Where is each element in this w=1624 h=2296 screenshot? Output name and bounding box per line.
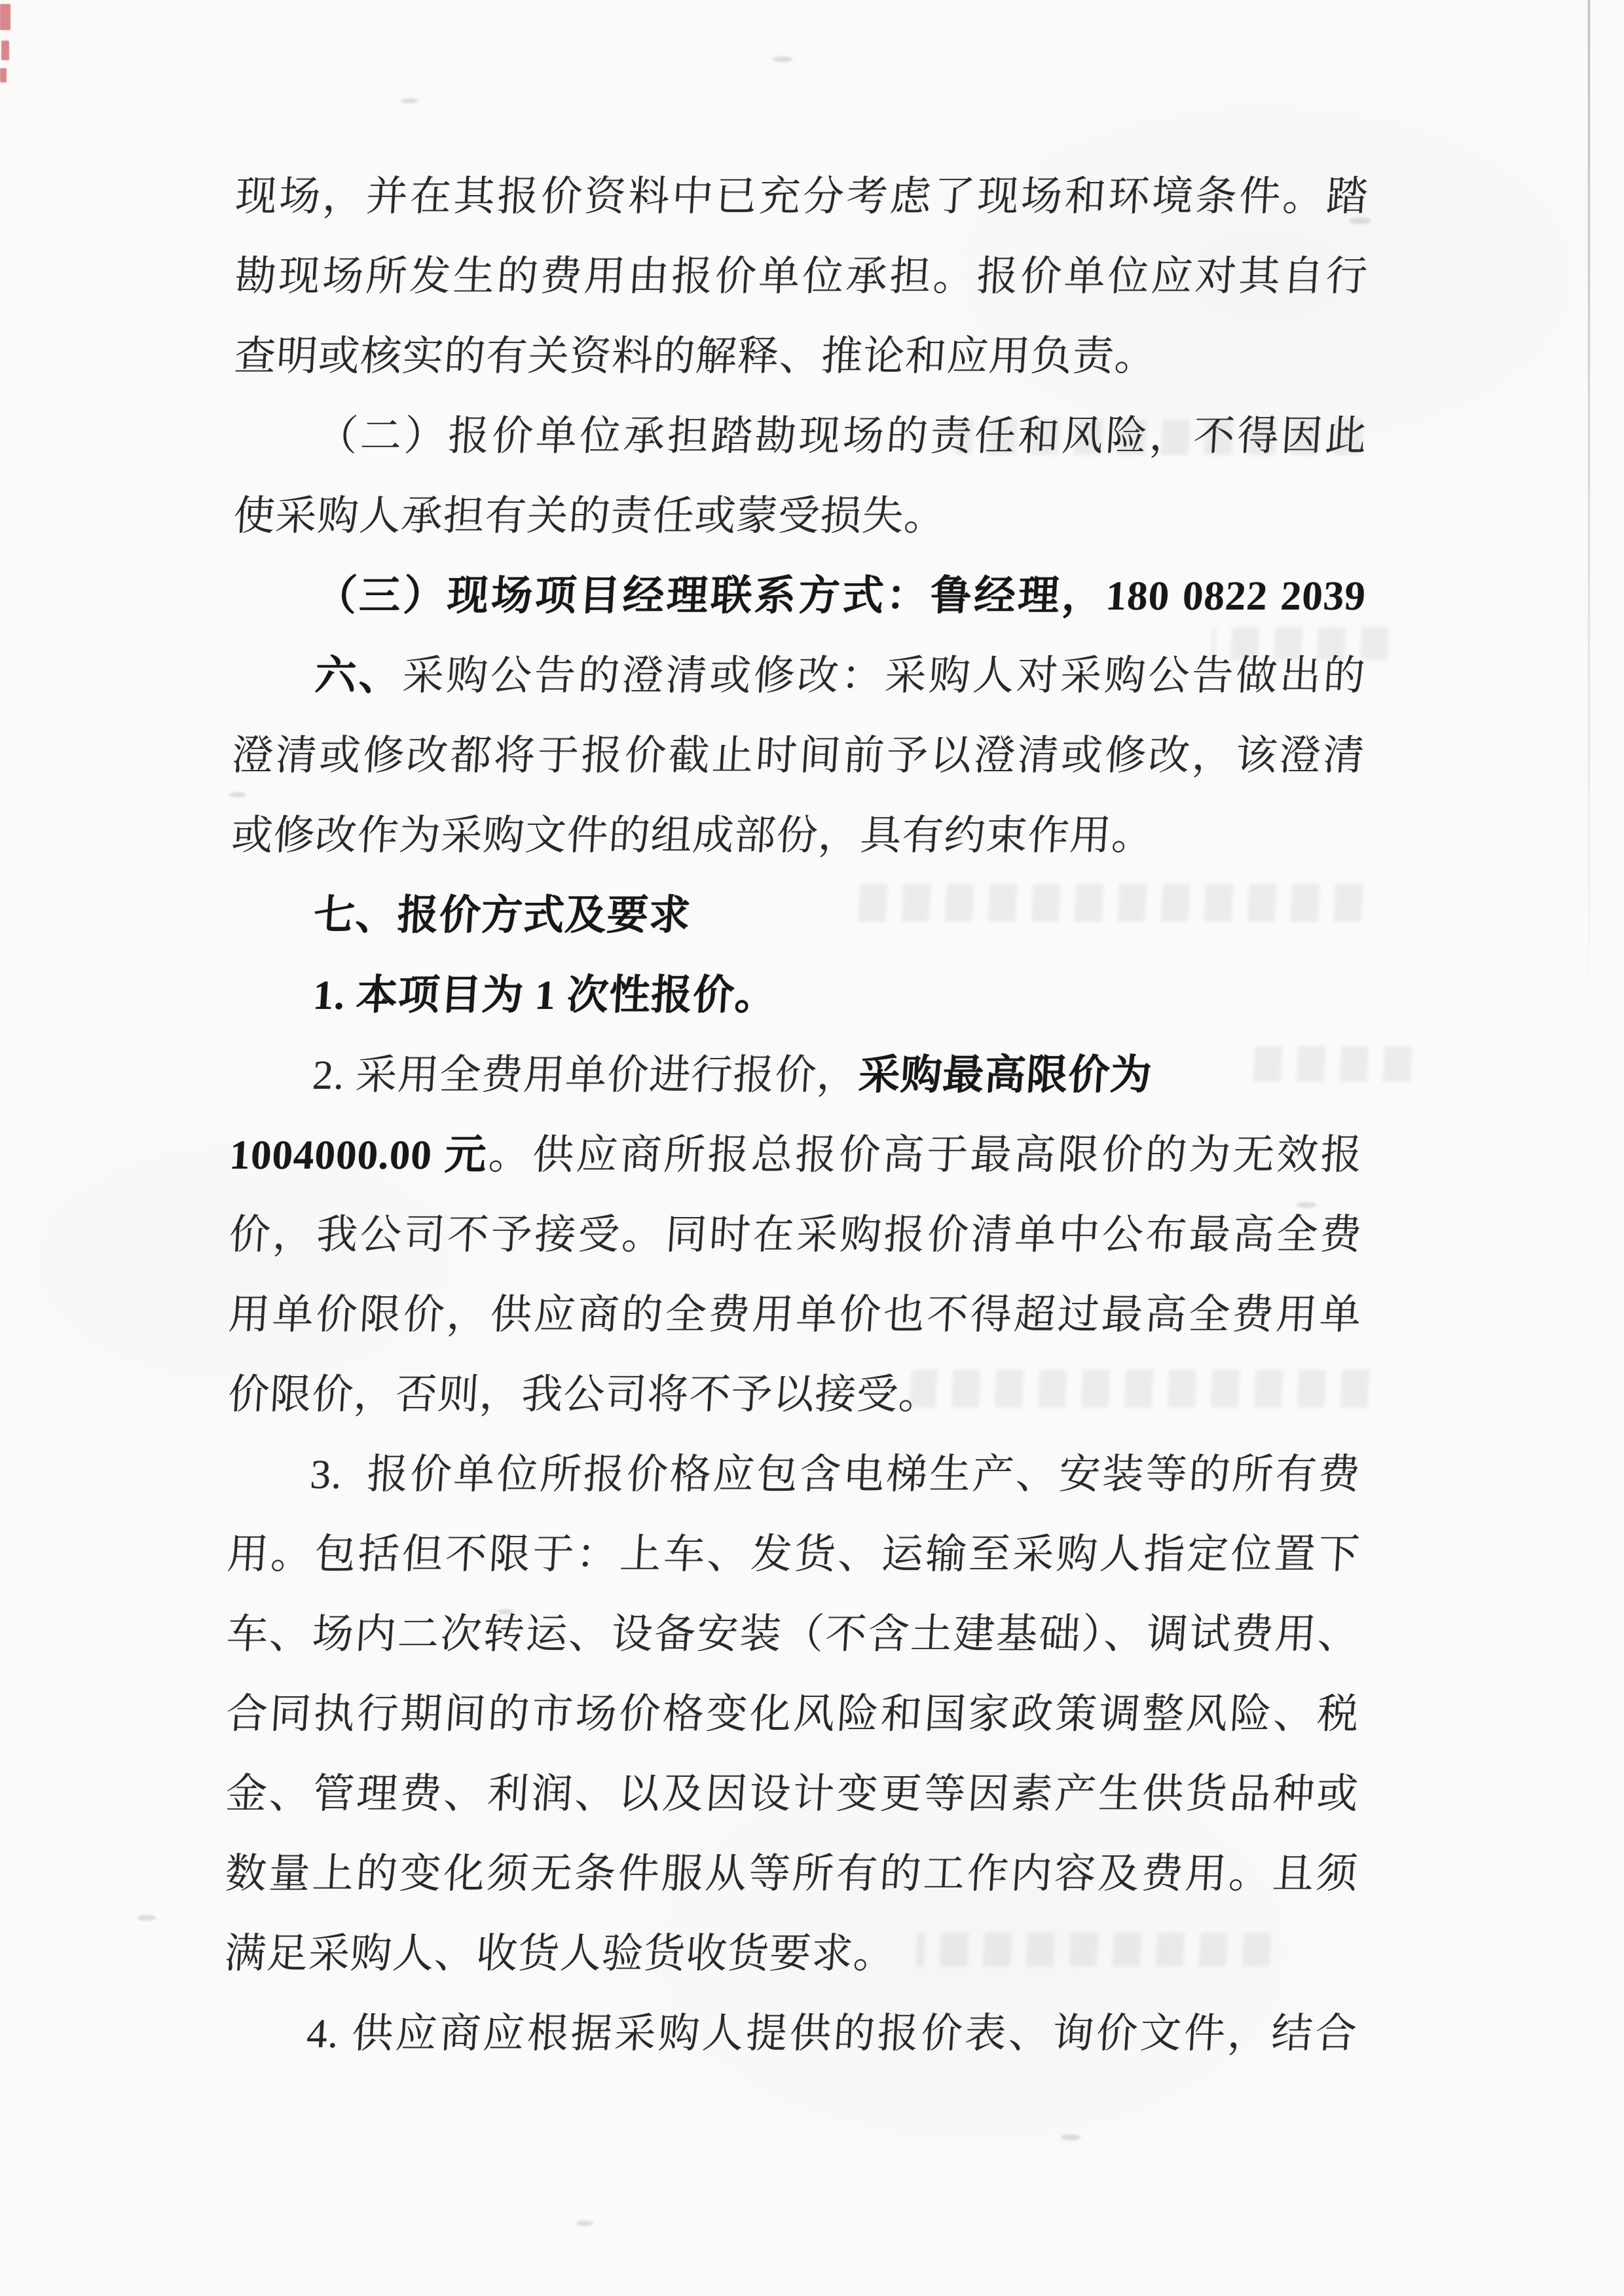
text-segment: 金、管理费、利润、以及因设计变更等因素产生供货品种或 — [224, 1771, 1360, 1817]
red-edge-mark-1 — [0, 4, 10, 30]
text-segment: 价，我公司不予接受。同时在采购报价清单中公布最高全费 — [227, 1212, 1364, 1258]
text-segment-bold: 采购最高限价为 — [857, 1052, 1154, 1098]
text-line-8 — [230, 716, 1367, 795]
text-segment: 使采购人承担有关的责任或蒙受损失。 — [232, 493, 948, 539]
text-line-18 — [225, 1514, 1362, 1594]
scan-noise-speck-7 — [138, 1915, 156, 1921]
text-segment: 查明或核实的有关资料的解释、推论和应用负责。 — [233, 333, 1158, 379]
text-line-22 — [223, 1834, 1360, 1914]
text-line-24 — [222, 1994, 1359, 2073]
text-segment: 勘现场所发生的费用由报价单位承担。报价单位应对其自行 — [233, 253, 1369, 299]
text-segment-bold: 六、 — [314, 653, 405, 699]
text-segment: 数量上的变化须无条件服从等所有的工作内容及费用。且须 — [223, 1851, 1360, 1897]
scan-noise-speck-2 — [773, 56, 792, 62]
ink-bleedthrough-mark-1 — [955, 419, 1363, 455]
text-line-17 — [225, 1434, 1363, 1514]
text-line-5 — [231, 476, 1369, 556]
ink-bleedthrough-mark-3 — [843, 884, 1363, 922]
scan-noise-speck-5 — [1297, 1202, 1316, 1208]
ink-bleedthrough-mark-2 — [1211, 627, 1390, 660]
ink-bleedthrough-mark-5 — [909, 1370, 1369, 1408]
text-segment: 合同执行期间的市场价格变化风险和国家政策调整风险、税 — [225, 1691, 1361, 1737]
text-segment-bold: 1. 本项目为 1 次性报价。 — [312, 972, 779, 1018]
text-segment: 。供应商所报总报价高于最高限价的为无效报 — [487, 1132, 1364, 1178]
text-segment: 用单价限价，供应商的全费用单价也不得超过最高全费用单 — [227, 1292, 1363, 1338]
text-line-6 — [231, 556, 1368, 636]
text-line-15 — [227, 1275, 1364, 1355]
text-segment: 或修改作为采购文件的组成部份，具有约束作用。 — [230, 812, 1155, 858]
text-segment-bold: 七、报价方式及要求 — [312, 892, 693, 938]
text-line-2 — [232, 236, 1370, 316]
red-edge-mark-3 — [0, 68, 7, 82]
text-line-13 — [227, 1115, 1365, 1195]
text-segment: 现场，并在其报价资料中已充分考虑了现场和环境条件。踏 — [234, 173, 1370, 219]
text-segment: （二）报价单位承担踏勘现场的责任和风险，不得因此 — [315, 413, 1369, 459]
scan-noise-speck-9 — [576, 2221, 593, 2226]
text-line-14 — [227, 1195, 1364, 1275]
text-line-11 — [228, 955, 1365, 1035]
text-segment: 2. 采用全费用单价进行报价， — [311, 1052, 860, 1098]
scan-noise-speck-8 — [1061, 2134, 1080, 2140]
text-segment-bold: （三）现场项目经理联系方式：鲁经理，180 0822 2039 — [314, 573, 1368, 619]
text-line-21 — [223, 1754, 1361, 1834]
text-line-19 — [225, 1594, 1362, 1674]
text-segment-bold: 1004000.00 元 — [228, 1132, 490, 1178]
text-segment: 4. 供应商应根据采购人提供的报价表、询价文件，结合 — [305, 2011, 1359, 2056]
text-segment: 满足采购人、收货人验货收货要求。 — [223, 1931, 897, 1977]
scan-noise-speck-1 — [401, 98, 418, 103]
text-line-20 — [224, 1674, 1361, 1754]
text-segment: 3. 报价单位所报价格应包含电梯生产、安装等的所有费 — [308, 1451, 1362, 1497]
right-edge-scan-line — [1588, 0, 1590, 1021]
scan-noise-speck-4 — [229, 792, 246, 797]
text-segment: 用。包括但不限于：上车、发货、运输至采购人指定位置下 — [225, 1531, 1362, 1577]
text-segment: 车、场内二次转运、设备安装（不含土建基础）、调试费用、 — [225, 1611, 1361, 1657]
text-line-3 — [232, 316, 1369, 396]
text-line-12 — [228, 1035, 1365, 1115]
text-segment: 采购公告的澄清或修改：采购人对采购公告做出的 — [401, 653, 1367, 699]
text-line-7 — [230, 636, 1367, 716]
scan-noise-speck-6 — [498, 1609, 513, 1614]
scan-noise-speck-3 — [1349, 217, 1371, 224]
red-edge-mark-2 — [1, 41, 9, 60]
ink-bleedthrough-mark-6 — [916, 1933, 1272, 1967]
text-segment: 澄清或修改都将于报价截止时间前予以澄清或修改，该澄清 — [231, 733, 1367, 778]
text-line-9 — [229, 795, 1367, 875]
ink-bleedthrough-mark-4 — [1247, 1046, 1412, 1082]
text-line-1 — [233, 156, 1371, 236]
text-segment: 价限价，否则，我公司将不予以接受。 — [227, 1372, 942, 1417]
